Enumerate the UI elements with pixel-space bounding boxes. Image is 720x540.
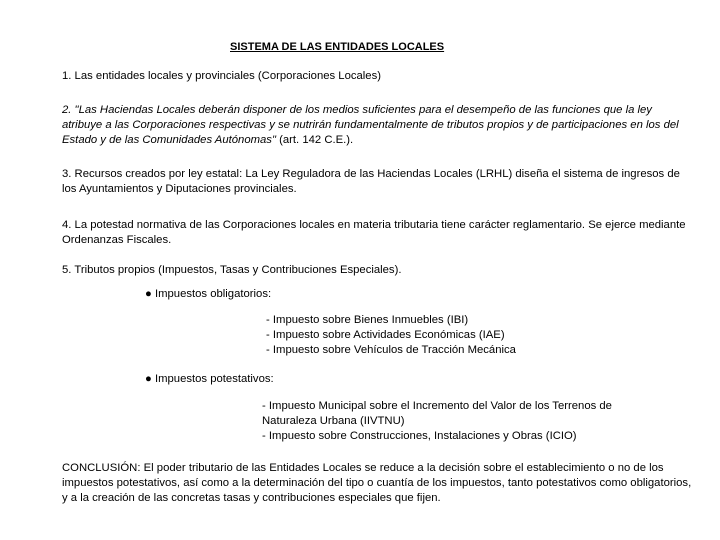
list-item-icio: - Impuesto sobre Construcciones, Instalaciones y Obras (ICIO) — [262, 430, 577, 442]
list-item-ibi: - Impuesto sobre Bienes Inmuebles (IBI) — [266, 314, 469, 326]
conclusion-paragraph: CONCLUSIÓN: El poder tributario de las Entidades Locales se reduce a la decisión sobre el establecimiento o no de los impuestos potestativos, así como a la determinación del tipo o cuantía de los impuestos, tanto potestativos como obligatorios, y a la creación de las concretas tasas y contribuciones especiales que fijen. — [62, 462, 692, 504]
page-title: SISTEMA DE LAS ENTIDADES LOCALES — [230, 41, 445, 53]
paragraph-5: 5. Tributos propios (Impuestos, Tasas y Contribuciones Especiales). — [62, 264, 402, 276]
list-item-ivtm: - Impuesto sobre Vehículos de Tracción Mecánica — [266, 344, 516, 356]
paragraph-4: 4. La potestad normativa de las Corporaciones locales en materia tributaria tiene carácter reglamentario. Se ejerce mediante Ordenanzas Fiscales. — [62, 219, 686, 246]
paragraph-2-citation: (art. 142 C.E.). — [275, 134, 354, 146]
list-item-iivtnu-cont: Naturaleza Urbana (IIVTNU) — [262, 415, 405, 427]
bullet-impuestos-potestativos: ● Impuestos potestativos: — [145, 373, 274, 385]
bullet-impuestos-obligatorios: ● Impuestos obligatorios: — [145, 288, 272, 300]
paragraph-2 — [62, 103, 692, 148]
list-item-iivtnu: - Impuesto Municipal sobre el Incremento del Valor de los Terrenos de — [262, 400, 612, 412]
paragraph-3: 3. Recursos creados por ley estatal: La Ley Reguladora de las Haciendas Locales (LRHL) diseña el sistema de ingresos de los Ayuntamientos y Diputaciones provinciales. — [62, 168, 680, 195]
paragraph-2-quote: 2. "Las Haciendas Locales deberán disponer de los medios suficientes para el desempeño de las funciones que la ley atribuye a las Corporaciones respectivas y se nutrirán fundamentalmente de tributos propios y de participaciones en los del Estado y de las Comunidades Autónomas" — [62, 104, 679, 146]
paragraph-1: 1. Las entidades locales y provinciales (Corporaciones Locales) — [62, 70, 381, 82]
list-item-iae: - Impuesto sobre Actividades Económicas (IAE) — [266, 329, 505, 341]
